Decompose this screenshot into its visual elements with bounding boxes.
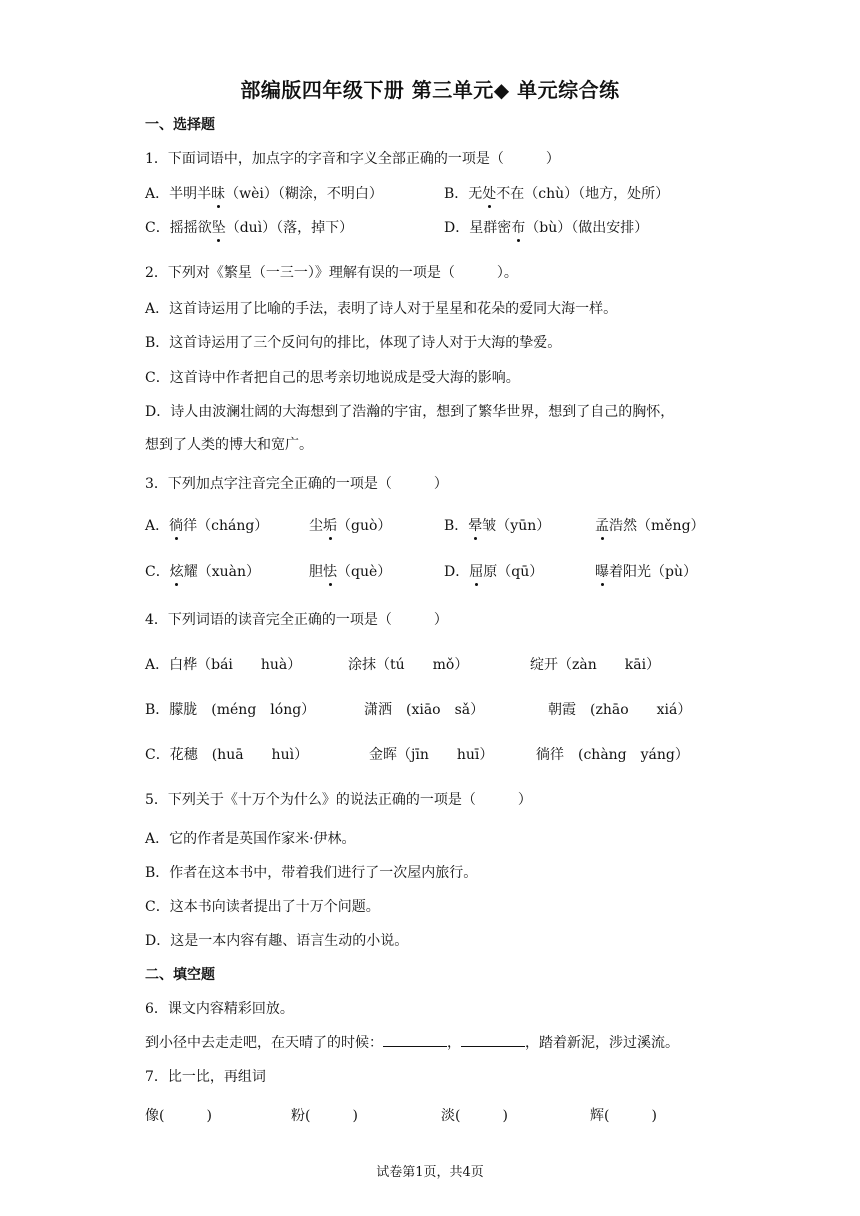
question-4-option-b-3: 朝霞 (zhāo xiá） — [548, 702, 692, 718]
question-7-stem: 7．比一比，再组词 — [145, 1069, 266, 1085]
question-4-option-a-3: 绽开（zàn kāi） — [530, 657, 661, 673]
question-4-option-a-1: A．白桦（bái huà） — [145, 657, 302, 673]
question-3-stem: 3．下列加点字注音完全正确的一项是（ ） — [145, 476, 448, 492]
question-5-option-b: B．作者在这本书中，带着我们进行了一次屋内旅行。 — [145, 865, 478, 881]
answer-blank-1[interactable] — [383, 1034, 447, 1047]
question-4-stem: 4．下列词语的读音完全正确的一项是（ ） — [145, 612, 448, 628]
question-4-option-c-2: 金晖（jīn huī） — [369, 747, 494, 763]
question-2-option-c: C．这首诗中作者把自己的思考亲切地说成是受大海的影响。 — [145, 370, 520, 386]
question-4-option-a-2: 涂抹（tú mǒ） — [348, 657, 469, 673]
word-group-item[interactable]: 像( ) — [145, 1108, 212, 1124]
page-footer: 试卷第1页，共4页 — [376, 1165, 484, 1180]
answer-blank-2[interactable] — [461, 1034, 525, 1047]
question-3-option-b-1: B．晕皱（yūn） — [444, 515, 550, 535]
question-4-option-c-3: 徜徉 (chàng yáng） — [536, 747, 689, 763]
dotted-char: 处 — [482, 183, 496, 203]
question-2-stem: 2．下列对《繁星（一三一）》理解有误的一项是（ ）。 — [145, 265, 518, 281]
question-1-option-c: C．摇摇欲坠（duì）（落，掉下） — [145, 217, 353, 237]
question-2-option-d-cont: 想到了人类的博大和宽广。 — [145, 437, 313, 453]
question-4-option-b-2: 潇洒 (xiāo sǎ） — [364, 702, 485, 718]
question-3-option-a-2: 尘垢（guò） — [309, 515, 391, 535]
question-4-option-c-1: C．花穗 (huā huì） — [145, 747, 309, 763]
question-3-option-d-1: D．屈原（qū） — [444, 561, 543, 581]
question-3-option-c-2: 胆怯（què） — [309, 561, 391, 581]
dotted-char: 徜 — [169, 515, 183, 535]
question-3-option-c-1: C．炫耀（xuàn） — [145, 561, 260, 581]
question-1-option-b: B．无处不在（chù）（地方，处所） — [444, 183, 669, 203]
dotted-char: 怯 — [323, 561, 337, 581]
dotted-char: 坠 — [212, 217, 226, 237]
dotted-char: 布 — [511, 217, 525, 237]
word-group-item[interactable]: 粉( ) — [291, 1108, 358, 1124]
question-6-stem: 6．课文内容精彩回放。 — [145, 1001, 294, 1017]
dotted-char: 昧 — [211, 183, 225, 203]
dotted-char: 垢 — [323, 515, 337, 535]
dotted-char: 晕 — [468, 515, 482, 535]
section-heading-choice: 一、选择题 — [145, 117, 215, 133]
question-1-stem: 1．下面词语中，加点字的字音和字义全部正确的一项是（ ） — [145, 151, 560, 167]
question-4-option-b-1: B．朦胧 (méng lóng） — [145, 702, 316, 718]
dotted-char: 曝 — [595, 561, 609, 581]
question-2-option-d: D．诗人由波澜壮阔的大海想到了浩瀚的宇宙，想到了繁华世界，想到了自己的胸怀， — [145, 404, 675, 420]
word-group-item[interactable]: 辉( ) — [590, 1108, 657, 1124]
dotted-char: 屈 — [469, 561, 483, 581]
word-group-item[interactable]: 淡( ) — [441, 1108, 508, 1124]
page-title: 部编版四年级下册 第三单元◆ 单元综合练 — [240, 78, 620, 102]
section-heading-fill: 二、填空题 — [145, 967, 215, 983]
question-5-option-a: A．它的作者是英国作家米·伊林。 — [145, 831, 356, 847]
question-5-option-c: C．这本书向读者提出了十万个问题。 — [145, 899, 380, 915]
dotted-char: 孟 — [595, 515, 609, 535]
question-3-option-d-2: 曝着阳光（pù） — [595, 561, 697, 581]
question-1-option-a: A．半明半昧（wèi）（糊涂，不明白） — [145, 183, 383, 203]
dotted-char: 炫 — [170, 561, 184, 581]
question-2-option-a: A．这首诗运用了比喻的手法，表明了诗人对于星星和花朵的爱同大海一样。 — [145, 301, 618, 317]
question-3-option-a-1: A．徜徉（cháng） — [145, 515, 268, 535]
question-2-option-b: B．这首诗运用了三个反问句的排比，体现了诗人对于大海的挚爱。 — [145, 335, 562, 351]
question-6-line: 到小径中去走走吧，在天晴了的时候： ， ，踏着新泥，涉过溪流。 — [145, 1035, 679, 1051]
question-1-option-d: D．星群密布（bù）（做出安排） — [444, 217, 648, 237]
question-3-option-b-2: 孟浩然（měng） — [595, 515, 705, 535]
question-5-option-d: D．这是一本内容有趣、语言生动的小说。 — [145, 933, 409, 949]
question-5-stem: 5．下列关于《十万个为什么》的说法正确的一项是（ ） — [145, 792, 532, 808]
